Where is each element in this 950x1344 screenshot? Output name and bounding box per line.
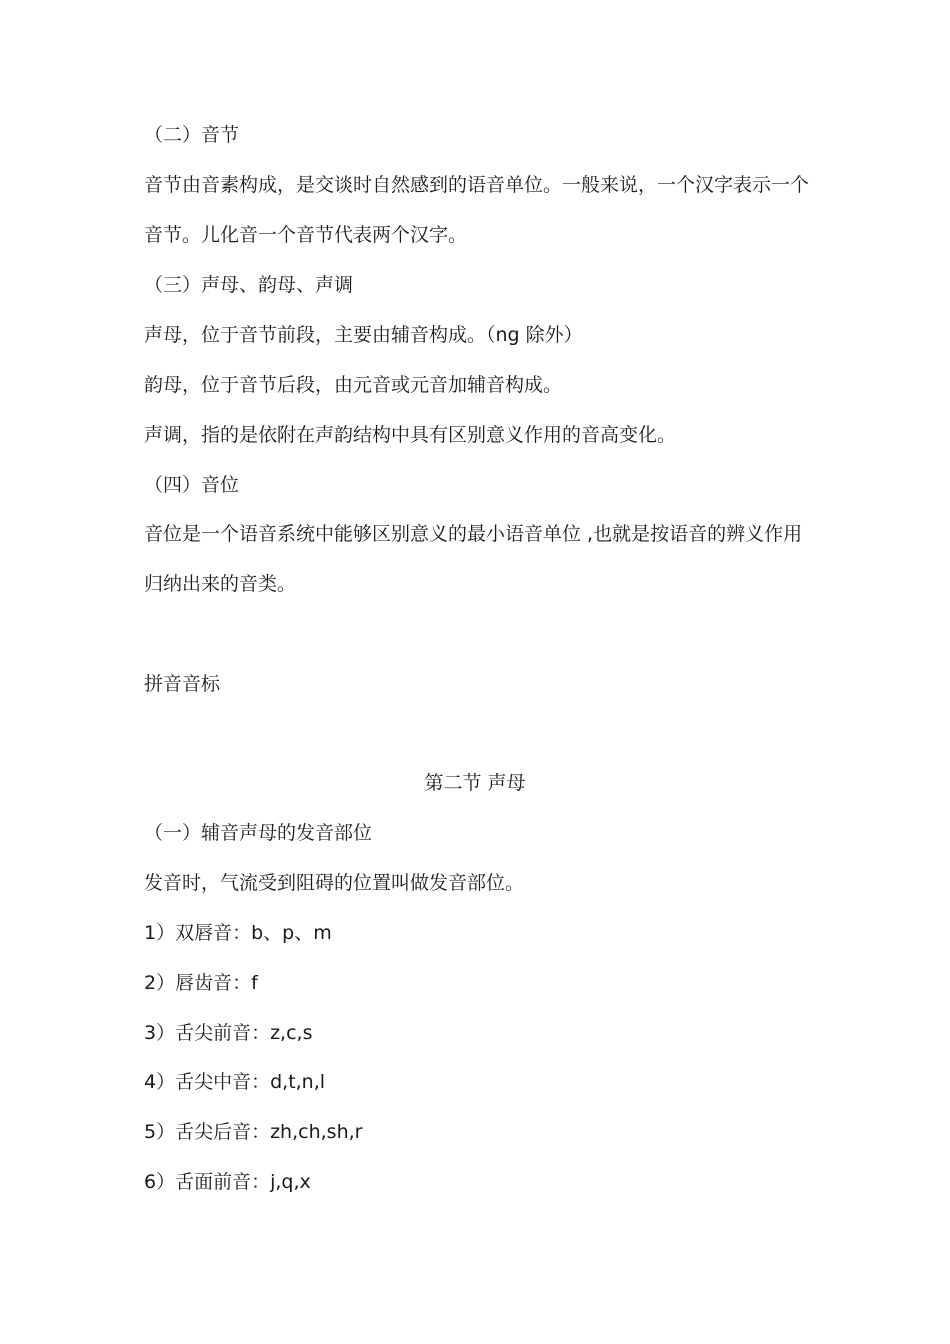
- paragraph-line: 音位是一个语音系统中能够区别意义的最小语音单位 ,也就是按语音的辨义作用: [144, 523, 803, 545]
- section-heading-articulation: （一）辅音声母的发音部位: [144, 822, 373, 844]
- paragraph-line: 发音时，气流受到阻碍的位置叫做发音部位。: [144, 872, 525, 894]
- list-item: 2）唇齿音：f: [144, 972, 258, 994]
- paragraph-line: 声母，位于音节前段，主要由辅音构成。（ng 除外）: [144, 324, 583, 346]
- subheading-pinyin: 拼音音标: [144, 673, 221, 695]
- section-heading-initials-finals-tones: （三）声母、韵母、声调: [144, 274, 354, 296]
- paragraph-line: 韵母，位于音节后段，由元音或元音加辅音构成。: [144, 374, 563, 396]
- list-item: 1）双唇音：b、p、m: [144, 922, 332, 944]
- list-item: 3）舌尖前音：z,c,s: [144, 1022, 313, 1044]
- list-item: 4）舌尖中音：d,t,n,l: [144, 1071, 326, 1093]
- paragraph-line: 归纳出来的音类。: [144, 573, 297, 595]
- paragraph-line: 声调，指的是依附在声韵结构中具有区别意义作用的音高变化。: [144, 424, 677, 446]
- section-heading-phoneme: （四）音位: [144, 474, 240, 496]
- section-heading-syllable: （二）音节: [144, 124, 240, 146]
- chapter-title: 第二节 声母: [424, 772, 526, 794]
- paragraph-line: 音节。儿化音一个音节代表两个汉字。: [144, 224, 468, 246]
- list-item: 6）舌面前音：j,q,x: [144, 1171, 311, 1193]
- list-item: 5）舌尖后音：zh,ch,sh,r: [144, 1121, 363, 1143]
- paragraph-line: 音节由音素构成，是交谈时自然感到的语音单位。一般来说，一个汉字表示一个: [144, 174, 810, 196]
